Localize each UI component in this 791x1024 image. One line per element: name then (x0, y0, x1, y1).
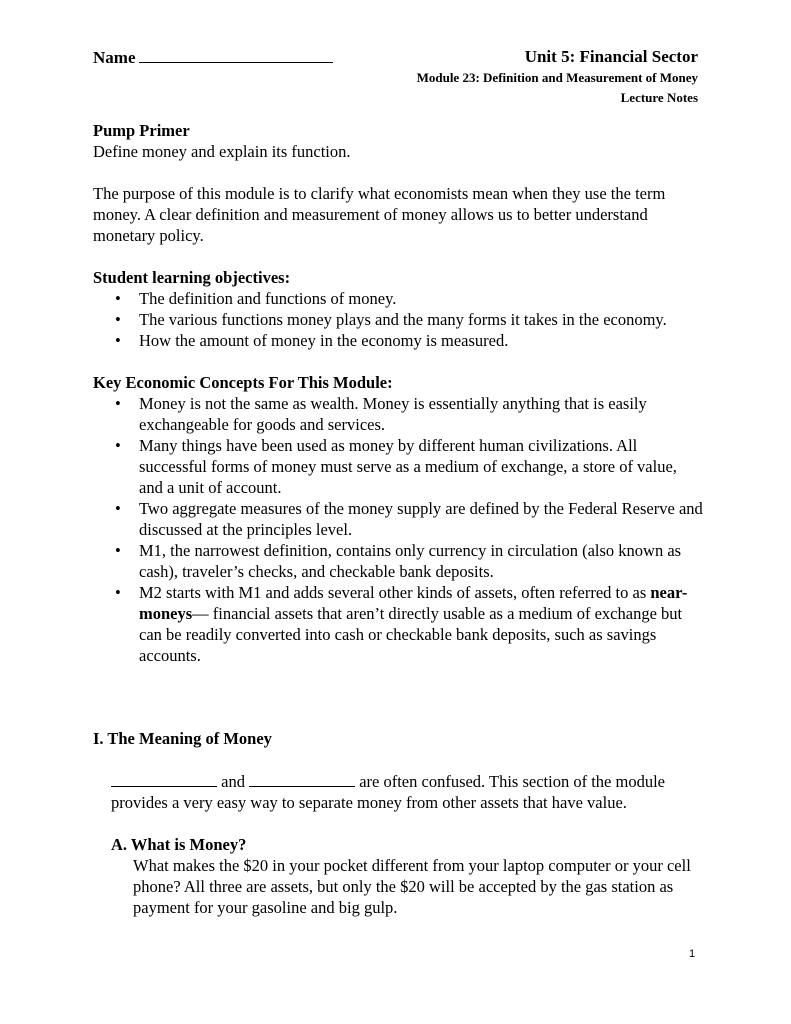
main-content (93, 120, 703, 666)
key-concepts-heading: Key Economic Concepts For This Module: (93, 373, 393, 392)
list-item: • Two aggregate measures of the money supply are defined by the Federal Reserve and discussed at the principles level. (139, 498, 703, 540)
unit-title: Unit 5: Financial Sector (524, 47, 698, 66)
near-moneys-term: near-moneys (139, 583, 688, 623)
fill-connector: and (221, 772, 245, 791)
list-item (139, 582, 703, 666)
section-title: I. The Meaning of Money (93, 729, 272, 748)
doc-type: Lecture Notes (620, 90, 698, 105)
name-blank (139, 46, 333, 63)
fill-blank-1[interactable] (111, 770, 217, 787)
section-meaning-of-money (93, 728, 703, 918)
list-item: • Many things have been used as money by different human civilizations. All successful forms of money must serve as a medium of exchange, a store of value, and a unit of account. (139, 435, 703, 498)
list-item: • How the amount of money in the economy is measured. (139, 330, 703, 351)
subsection-title: A. What is Money? (111, 835, 247, 854)
list-item: • The various functions money plays and the many forms it takes in the economy. (139, 309, 703, 330)
page-number: 1 (689, 948, 696, 960)
list-item: • The definition and functions of money. (139, 288, 703, 309)
subsection-text: What makes the $20 in your pocket different from your laptop computer or your cell phone? All three are assets, but only the $20 will be accepted by the gas station as payment for your gasoline and big gulp. (133, 856, 691, 917)
name-label: Name (93, 48, 136, 67)
m2-prefix: M2 starts with M1 and adds several other kinds of assets, often referred to as (139, 583, 647, 602)
purpose-paragraph: The purpose of this module is to clarify what economists mean when they use the term money. A clear definition and measurement of money allows us to better understand monetary policy. (93, 184, 666, 245)
fill-text: are often confused. This section of the module provides a very easy way to separate money from other assets that have value. (111, 772, 665, 812)
list-item: • Money is not the same as wealth. Money is essentially anything that is easily exchangeable for goods and services. (139, 393, 703, 435)
objectives-list (93, 288, 703, 351)
fill-in-paragraph (111, 770, 703, 813)
objectives-heading: Student learning objectives: (93, 268, 291, 287)
document-header (417, 46, 698, 108)
module-title: Module 23: Definition and Measurement of Money (416, 70, 698, 85)
list-item: • M1, the narrowest definition, contains only currency in circulation (also known as cash), traveler’s checks, and checkable bank deposits. (139, 540, 703, 582)
m2-suffix: — financial assets that aren’t directly usable as a medium of exchange but can be readily converted into cash or checkable bank deposits, such as savings accounts. (139, 604, 683, 665)
key-concepts-list (93, 393, 703, 666)
pump-primer-heading: Pump Primer (93, 121, 190, 140)
name-field (93, 46, 333, 69)
pump-primer-prompt: Define money and explain its function. (93, 142, 351, 161)
fill-blank-2[interactable] (249, 770, 355, 787)
